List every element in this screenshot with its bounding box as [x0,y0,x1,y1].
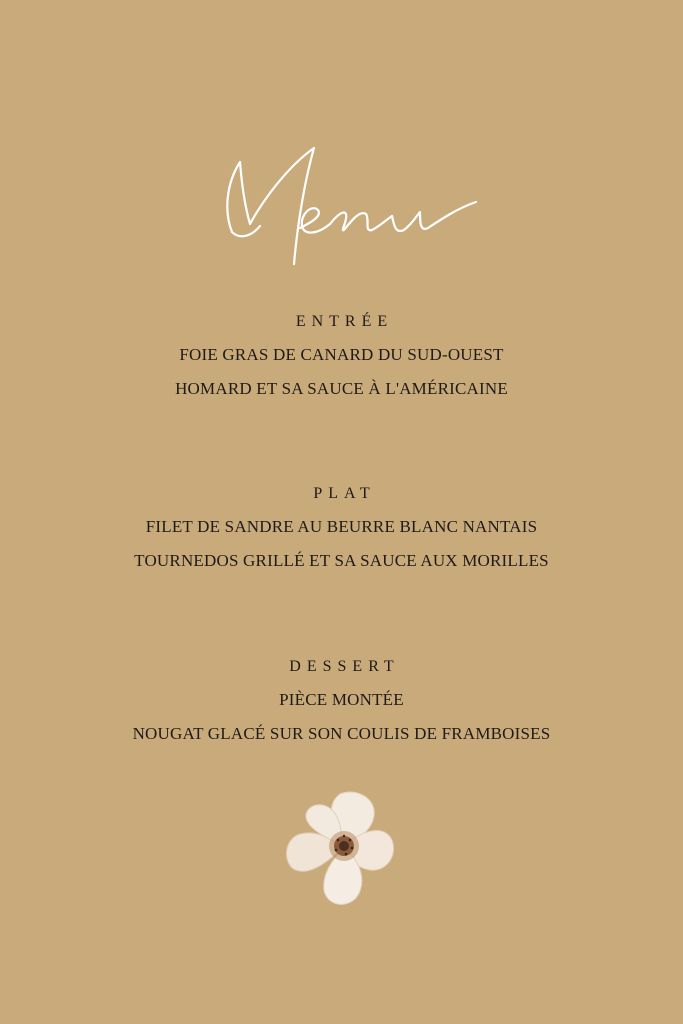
dish-list-dessert [0,683,683,751]
dish-item: FOIE GRAS DE CANARD DU SUD-OUEST [179,345,504,364]
flower-icon [280,786,408,914]
section-heading-plat: PLAT [313,485,376,502]
section-plat [0,484,683,578]
dish-item: FILET DE SANDRE AU BEURRE BLANC NANTAIS [145,517,538,536]
section-heading-dessert: DESSERT [289,658,400,675]
section-entree [0,312,683,406]
dish-list-plat [0,510,683,578]
section-heading-entree: ENTRÉE [295,313,394,330]
section-dessert [0,657,683,751]
dish-item: HOMARD ET SA SAUCE À L'AMÉRICAINE [175,379,508,398]
menu-script-title [0,140,683,280]
dish-item: TOURNEDOS GRILLÉ ET SA SAUCE AUX MORILLES [134,551,549,570]
dish-list-entree [0,338,683,406]
dish-item: PIÈCE MONTÉE [279,690,404,709]
menu-title [0,140,683,280]
dish-item: NOUGAT GLACÉ SUR SON COULIS DE FRAMBOISES [132,724,551,743]
